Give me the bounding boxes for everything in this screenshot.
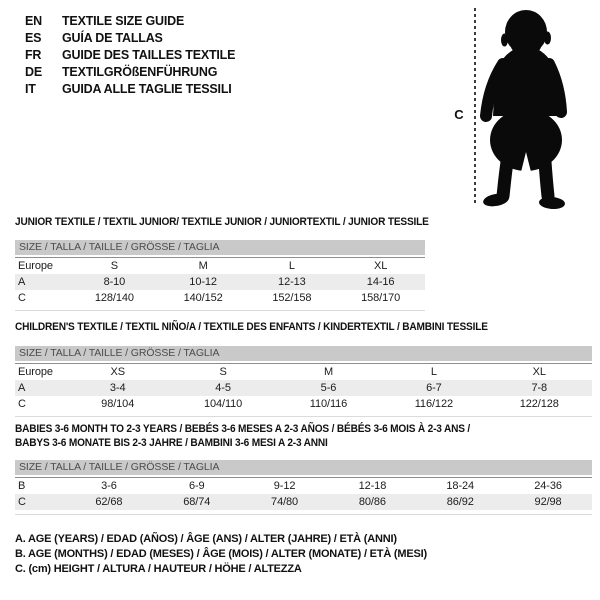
size-cell: 8-10 — [70, 274, 159, 290]
table-row — [15, 494, 592, 510]
row-label: C — [15, 494, 65, 510]
size-cell: 7-8 — [487, 380, 592, 396]
size-cell: 6-7 — [381, 380, 486, 396]
height-dashed-line — [474, 8, 476, 206]
size-cell: M — [159, 258, 248, 275]
table-bottom-rule — [15, 510, 592, 515]
size-cell: L — [248, 258, 337, 275]
size-cell: 3-6 — [65, 478, 153, 495]
junior-section-title: JUNIOR TEXTILE / TEXTIL JUNIOR/ TEXTILE JUNIOR / JUNIORTEXTIL / JUNIOR TESSILE — [15, 216, 429, 228]
size-cell: S — [70, 258, 159, 275]
junior-textile-section — [15, 215, 429, 311]
language-row — [25, 47, 235, 64]
childrens-size-header-bar: SIZE / TALLA / TAILLE / GRÖSSE / TAGLIA — [15, 346, 592, 361]
language-title: GUIDE DES TAILLES TEXTILE — [62, 48, 236, 62]
childrens-section-title: CHILDREN'S TEXTILE / TEXTIL NIÑO/A / TEXTILE DES ENFANTS / KINDERTEXTIL / BAMBINI TESSILE — [15, 321, 488, 333]
size-cell: 9-12 — [241, 478, 329, 495]
size-cell: L — [381, 364, 486, 381]
size-cell: 68/74 — [153, 494, 241, 510]
size-cell: 152/158 — [272, 292, 312, 304]
table-row — [15, 478, 592, 495]
size-cell: 62/68 — [65, 494, 153, 510]
language-title: TEXTILGRÖßENFÜHRUNG — [62, 65, 218, 79]
size-cell: 86/92 — [416, 494, 504, 510]
size-cell: 24-36 — [504, 478, 592, 495]
size-cell: 158/170 — [361, 292, 401, 304]
row-label: C — [18, 398, 26, 410]
legend-line-a: A. AGE (YEARS) / EDAD (AÑOS) / ÂGE (ANS) / ALTER (JAHRE) / ETÀ (ANNI) — [15, 533, 397, 545]
legend-line-c: C. (cm) HEIGHT / ALTURA / HAUTEUR / HÖHE / ALTEZZA — [15, 563, 302, 575]
babies-section-title-line2: BABYS 3-6 MONATE BIS 2-3 JAHRE / BAMBINI 3-6 MESI A 2-3 ANNI — [15, 437, 328, 449]
junior-size-table — [15, 257, 425, 306]
size-cell: 80/86 — [328, 494, 416, 510]
size-cell: 92/98 — [504, 494, 592, 510]
table-row — [15, 274, 425, 290]
size-cell: 3-4 — [65, 380, 170, 396]
row-label: Europe — [15, 258, 70, 275]
childrens-size-table — [15, 363, 592, 412]
row-label: Europe — [15, 364, 65, 381]
size-cell: XS — [65, 364, 170, 381]
size-cell: 18-24 — [416, 478, 504, 495]
table-row — [15, 290, 425, 306]
babies-section-title-line1: BABIES 3-6 MONTH TO 2-3 YEARS / BEBÉS 3-6 MESES A 2-3 AÑOS / BÉBÉS 3-6 MOIS À 2-3 ANS / — [15, 423, 471, 435]
table-bottom-rule — [15, 412, 592, 417]
size-cell: 12-13 — [248, 274, 337, 290]
size-cell: 140/152 — [183, 292, 223, 304]
size-cell: 110/116 — [309, 398, 348, 410]
table-bottom-rule — [15, 306, 425, 311]
size-cell: M — [276, 364, 381, 381]
language-code: IT — [25, 82, 36, 96]
babies-size-table — [15, 477, 592, 510]
language-title-list — [25, 13, 235, 98]
language-title: TEXTILE SIZE GUIDE — [62, 14, 185, 28]
row-label: A — [15, 274, 70, 290]
babies-textile-section — [15, 422, 592, 515]
language-code: ES — [25, 31, 42, 45]
table-row — [15, 364, 592, 381]
babies-size-header-bar: SIZE / TALLA / TAILLE / GRÖSSE / TAGLIA — [15, 460, 592, 475]
table-row — [15, 396, 592, 412]
size-cell: XL — [487, 364, 592, 381]
language-row — [25, 81, 235, 98]
measurement-legend — [15, 532, 427, 577]
size-cell: 6-9 — [153, 478, 241, 495]
legend-line-b: B. AGE (MONTHS) / EDAD (MESES) / ÂGE (MOIS) / ALTER (MONATE) / ETÀ (MESI) — [15, 548, 427, 560]
toddler-silhouette-icon — [477, 4, 576, 210]
childrens-textile-section — [15, 320, 592, 417]
size-cell: 74/80 — [241, 494, 329, 510]
language-code: FR — [25, 48, 42, 62]
size-cell: 128/140 — [94, 292, 134, 304]
language-row — [25, 64, 235, 81]
size-cell: 122/128 — [519, 398, 559, 410]
size-cell: 98/104 — [101, 398, 135, 410]
size-cell: 116/122 — [414, 398, 453, 410]
table-row — [15, 258, 425, 275]
size-cell: 12-18 — [328, 478, 416, 495]
row-label: C — [18, 292, 26, 304]
size-cell: XL — [336, 258, 425, 275]
size-cell: S — [170, 364, 275, 381]
height-measure-label: C — [454, 107, 464, 122]
language-title: GUÍA DE TALLAS — [62, 31, 163, 45]
table-row — [15, 380, 592, 396]
junior-size-header-bar: SIZE / TALLA / TAILLE / GRÖSSE / TAGLIA — [15, 240, 425, 255]
language-row — [25, 30, 235, 47]
size-cell: 10-12 — [159, 274, 248, 290]
size-cell: 14-16 — [336, 274, 425, 290]
size-cell: 104/110 — [203, 398, 243, 410]
language-code: DE — [25, 65, 42, 79]
size-cell: 5-6 — [276, 380, 381, 396]
size-cell: 4-5 — [170, 380, 275, 396]
language-row — [25, 13, 235, 30]
row-label: B — [15, 478, 65, 495]
language-title: GUIDA ALLE TAGLIE TESSILI — [62, 82, 232, 96]
row-label: A — [15, 380, 65, 396]
language-code: EN — [25, 14, 42, 28]
